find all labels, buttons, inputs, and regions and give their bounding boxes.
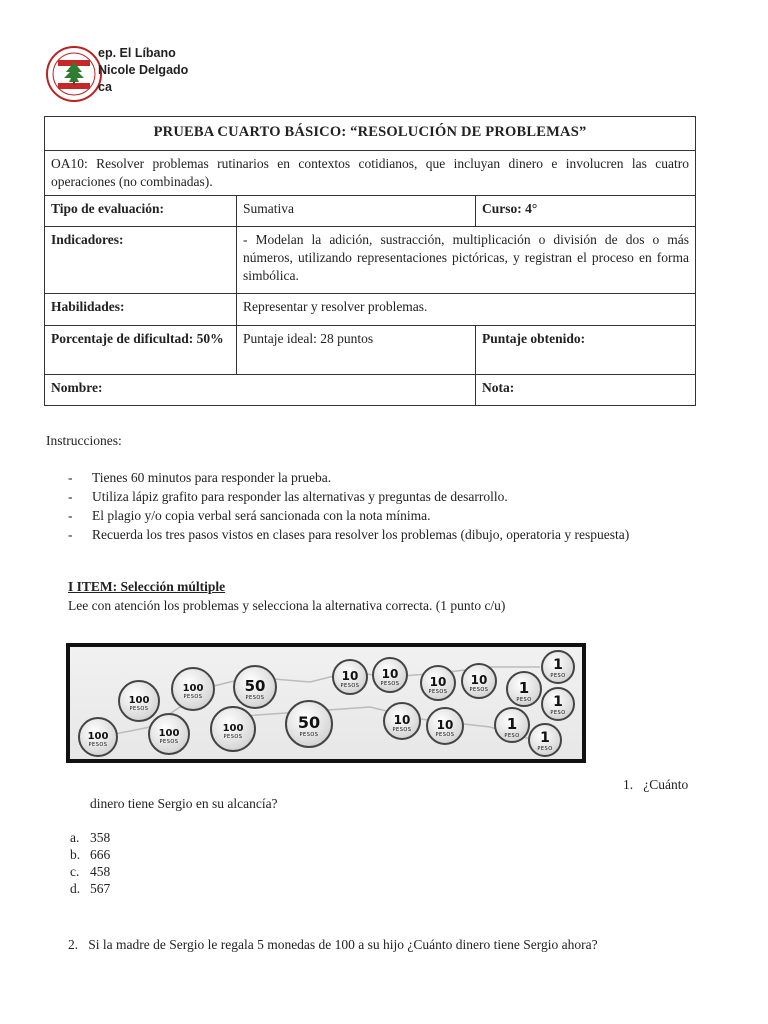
coin-10: 10 PESOS	[372, 657, 408, 693]
coin-50: 50 PESOS	[285, 700, 333, 748]
question-1-number: 1.	[623, 777, 634, 792]
coin-1: 1 PESO	[541, 650, 575, 684]
coin-100: 100 PESOS	[171, 667, 215, 711]
instruction-item: - El plagio y/o copia verbal será sancionada con la nota mínima.	[68, 506, 708, 525]
coin-100: 100 PESOS	[118, 680, 160, 722]
coins-illustration	[66, 643, 586, 763]
question-1-start	[623, 775, 688, 794]
section-intro: Lee con atención los problemas y selecciona la alternativa correcta. (1 punto c/u)	[68, 598, 506, 613]
difficulty-label: Porcentaje de dificultad: 50%	[45, 326, 237, 375]
coin-1: 1 PESO	[541, 687, 575, 721]
test-title: PRUEBA CUARTO BÁSICO: “RESOLUCIÓN DE PROBLEMAS”	[45, 117, 696, 151]
option-d[interactable]: d. 567	[70, 881, 111, 896]
instruction-item: - Recuerda los tres pasos vistos en clases para resolver los problemas (dibujo, operatoria y respuesta)	[68, 525, 708, 544]
question-2-number: 2.	[68, 937, 79, 952]
instruction-item: - Tienes 60 minutos para responder la prueba.	[68, 468, 708, 487]
coin-10: 10 PESOS	[426, 707, 464, 745]
question-2-text: Si la madre de Sergio le regala 5 monedas de 100 a su hijo ¿Cuánto dinero tiene Sergio ahora?	[88, 937, 598, 952]
ideal-score: Puntaje ideal: 28 puntos	[237, 326, 476, 375]
indicators-value: - Modelan la adición, sustracción, multiplicación o división de dos o más números, utilizando representaciones pictóricas, y registran el proceso en forma simbólica.	[237, 227, 696, 294]
school-logo	[46, 46, 102, 102]
coin-1: 1 PESO	[528, 723, 562, 757]
evaluation-info-table	[44, 116, 696, 406]
option-b[interactable]: b. 666	[70, 847, 111, 862]
coin-10: 10 PESOS	[420, 665, 456, 701]
eval-type-label: Tipo de evaluación:	[45, 196, 237, 227]
coin-50: 50 PESOS	[233, 665, 277, 709]
instructions-heading: Instrucciones:	[46, 433, 122, 448]
skills-label: Habilidades:	[45, 294, 237, 326]
skills-value: Representar y resolver problemas.	[237, 294, 696, 326]
option-a[interactable]: a. 358	[70, 830, 111, 845]
school-name: ep. El Líbano	[98, 46, 176, 60]
eval-type-value: Sumativa	[237, 196, 476, 227]
option-c[interactable]: c. 458	[70, 864, 111, 879]
coin-100: 100 PESOS	[210, 706, 256, 752]
question-2	[68, 935, 598, 954]
coin-10: 10 PESOS	[383, 702, 421, 740]
section-title: I ITEM: Selección múltiple	[68, 579, 226, 594]
objective-text: OA10: Resolver problemas rutinarios en contextos cotidianos, que incluyan dinero e involucren las cuatro operaciones (no combinadas).	[45, 151, 696, 196]
cedar-seal-icon	[46, 46, 102, 102]
coin-10: 10 PESOS	[332, 659, 368, 695]
name-label: Nombre:	[45, 375, 476, 406]
instructions-list	[68, 468, 708, 544]
coin-1: 1 PESO	[494, 707, 530, 743]
question-1-text: dinero tiene Sergio en su alcancía?	[90, 796, 278, 811]
subject-name: ca	[98, 80, 112, 94]
coin-100: 100 PESOS	[78, 717, 118, 757]
indicators-label: Indicadores:	[45, 227, 237, 294]
obtained-score-label: Puntaje obtenido:	[476, 326, 696, 375]
grade-label: Nota:	[476, 375, 696, 406]
teacher-name: Nicole Delgado	[98, 63, 189, 77]
question-1-options	[70, 829, 110, 897]
course-label: Curso: 4°	[476, 196, 696, 227]
coin-1: 1 PESO	[506, 671, 542, 707]
coin-10: 10 PESOS	[461, 663, 497, 699]
question-1-text-start: ¿Cuánto	[643, 777, 689, 792]
instruction-item: - Utiliza lápiz grafito para responder las alternativas y preguntas de desarrollo.	[68, 487, 708, 506]
coin-100: 100 PESOS	[148, 713, 190, 755]
